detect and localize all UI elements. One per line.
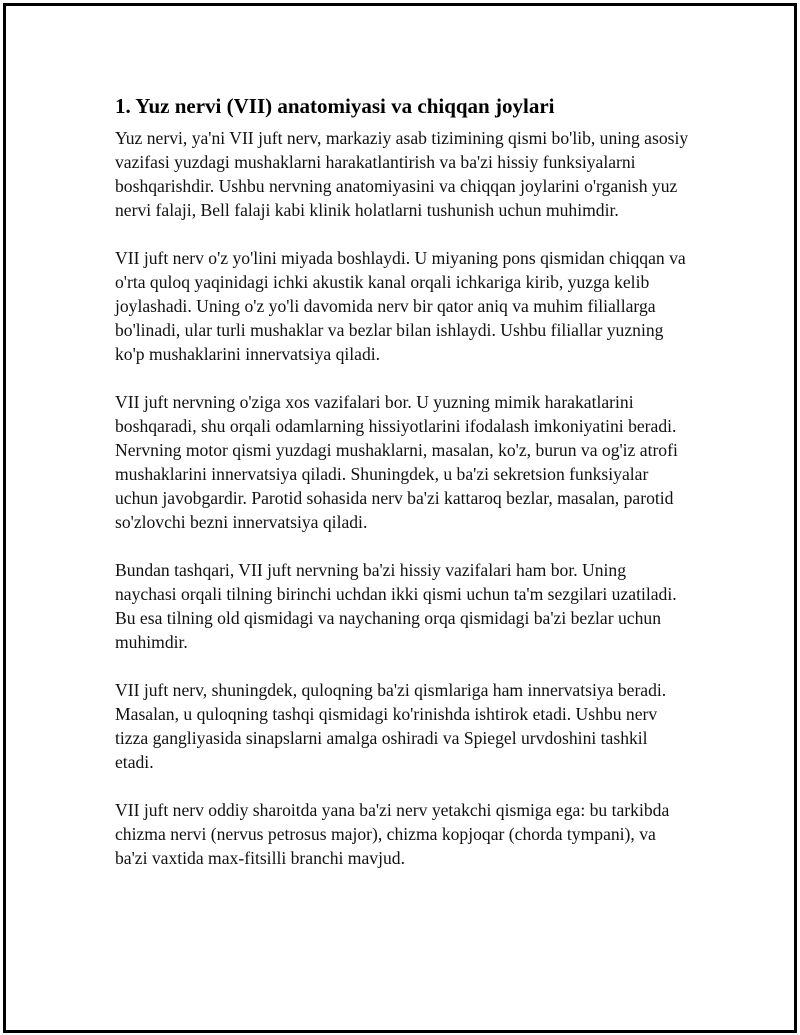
document-body — [115, 92, 690, 894]
paragraph-sensory: Bundan tashqari, VII juft nervning ba'zi hissiy vazifalari ham bor. Uning naychasi orqali tilning birinchi uchdan ikki qismi uchun ta'm sezgilari uzatiladi. Bu esa tilning old qismidagi va naychaning orqa qismidagi ba'zi bezlar uchun muhimdir. — [115, 560, 677, 652]
paragraph-functions: VII juft nervning o'ziga xos vazifalari bor. U yuzning mimik harakatlarini boshqaradi, shu orqali odamlarning hissiyotlarini ifodalash imkoniyatini beradi. Nervning motor qismi yuzdagi mushaklarni, masalan, ko'z, burun va og'iz atrofi mushaklarini innervatsiya qiladi. Shuningdek, u ba'zi sekretsion funksiyalar uchun javobgardir. Parotid sohasida nerv ba'zi kattaroq bezlar, masalan, parotid so'zlovchi bezni innervatsiya qiladi. — [115, 392, 678, 532]
paragraph-pathway: VII juft nerv o'z yo'lini miyada boshlaydi. U miyaning pons qismidan chiqqan va o'rta quloq yaqinidagi ichki akustik kanal orqali ichkariga kirib, yuzga kelib joylashadi. Uning o'z yo'li davomida nerv bir qator aniq va muhim filiallarga bo'linadi, ular turli mushaklar va bezlar bilan ishlaydi. Ushbu filiallar yuzning ko'p mushaklarini innervatsiya qiladi. — [115, 248, 686, 364]
paragraph-branches: VII juft nerv oddiy sharoitda yana ba'zi nerv yetakchi qismiga ega: bu tarkibda chizma nervi (nervus petrosus major), chizma kopjoqar (chorda tympani), va ba'zi vaxtida max-fitsilli branchi mavjud. — [115, 800, 670, 868]
paragraph-ear: VII juft nerv, shuningdek, quloqning ba'zi qismlariga ham innervatsiya beradi. Masalan, u quloqning tashqi qismidagi ko'rinishda ishtirok etadi. Ushbu nerv tizza gangliyasida sinapslarni amalga oshiradi va Spiegel urvdoshini tashkil etadi. — [115, 680, 667, 772]
document-title: 1. Yuz nervi (VII) anatomiyasi va chiqqan joylari — [115, 94, 555, 118]
paragraph-intro: Yuz nervi, ya'ni VII juft nerv, markaziy asab tizimining qismi bo'lib, uning asosiy vazifasi yuzdagi mushaklarni harakatlantirish va ba'zi hissiy funksiyalarni boshqarishdir. Ushbu nervning anatomiyasini va chiqqan joylarini o'rganish yuz nervi falaji, Bell falaji kabi klinik holatlarni tushunish uchun muhimdir. — [115, 128, 689, 220]
